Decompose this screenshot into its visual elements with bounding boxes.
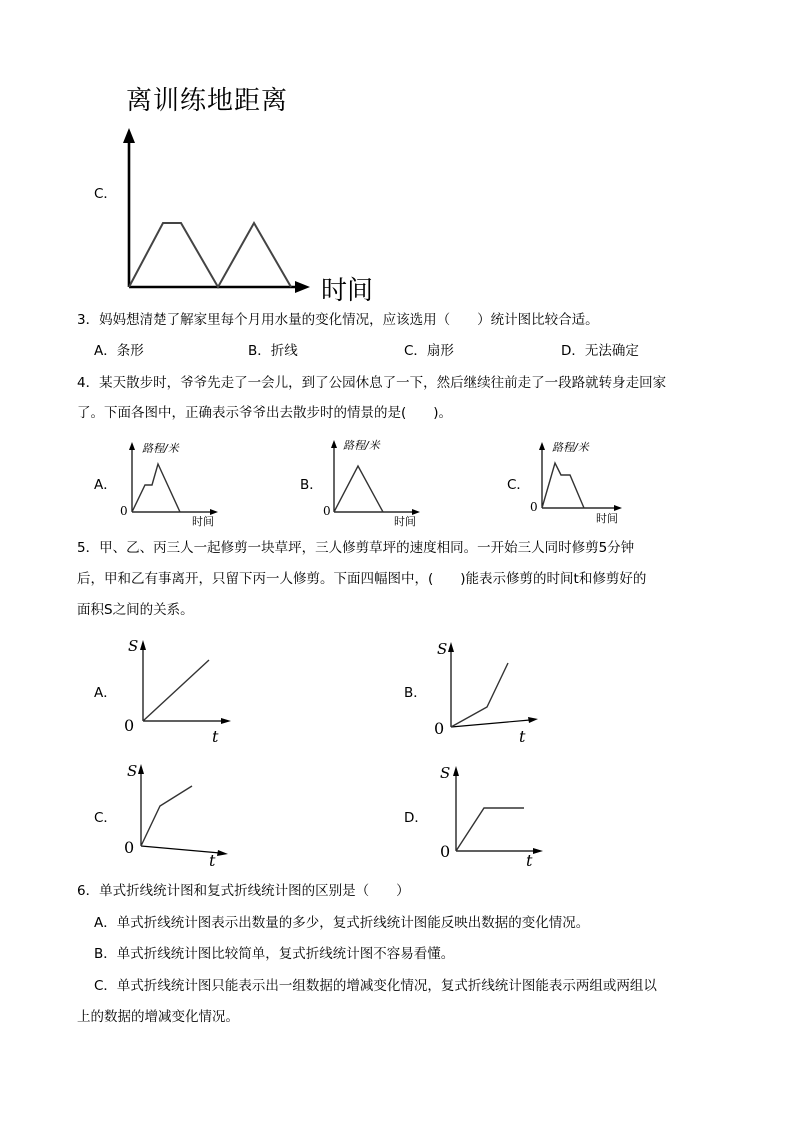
q5c-origin: 0 — [124, 838, 135, 857]
q6-option-b[interactable]: B．单式折线统计图比较简单，复式折线统计图不容易看懂。 — [94, 946, 455, 962]
q5-option-a-label[interactable]: A． — [94, 685, 117, 701]
q5a-origin: 0 — [124, 716, 135, 735]
q4-stem-line2: 了。下面各图中，正确表示爷爷出去散步时的情景的是( )。 — [77, 405, 453, 421]
q6-option-c-line2: 上的数据的增减变化情况。 — [77, 1009, 239, 1025]
q4c-ylabel: 路程/米 — [552, 441, 589, 454]
q5-stem-line2: 后，甲和乙有事离开，只留下丙一人修剪。下面四幅图中，( )能表示修剪的时间t和修剪好的 — [77, 571, 647, 587]
q2-graph-ylabel: 离训练地距离 — [126, 86, 289, 116]
q4b-ylabel: 路程/米 — [343, 439, 380, 452]
q5-stem-line1: 5．甲、乙、丙三人一起修剪一块草坪，三人修剪草坪的速度相同。一开始三人同时修剪5分钟 — [77, 540, 635, 556]
q5d-y-label: S — [440, 764, 451, 782]
q4a-xlabel: 时间 — [192, 515, 214, 528]
q5c-y-label: S — [127, 762, 138, 780]
q2-option-c-label[interactable]: C． — [94, 186, 117, 202]
q3-option-d[interactable]: D．无法确定 — [561, 343, 639, 359]
q4c-origin: 0 — [530, 500, 538, 514]
q5a-y-label: S — [128, 637, 139, 655]
q5b-origin: 0 — [434, 719, 445, 738]
q5-option-b-label[interactable]: B． — [404, 685, 427, 701]
q4-option-b-label[interactable]: B． — [300, 477, 323, 493]
q5b-y-label: S — [437, 640, 448, 658]
q3-option-b[interactable]: B．折线 — [248, 343, 298, 359]
q4c-xlabel: 时间 — [596, 512, 618, 525]
q4a-ylabel: 路程/米 — [142, 442, 179, 455]
q5c-x-label: t — [209, 851, 216, 870]
q5-stem-line3: 面积S之间的关系。 — [77, 602, 194, 618]
q6-option-a[interactable]: A．单式折线统计图表示出数量的多少，复式折线统计图能反映出数据的变化情况。 — [94, 915, 590, 931]
q4b-xlabel: 时间 — [394, 515, 416, 528]
q3-option-c[interactable]: C．扇形 — [404, 343, 454, 359]
q4-stem-line1: 4．某天散步时，爷爷先走了一会儿，到了公园休息了一下，然后继续往前走了一段路就转身走回家 — [77, 375, 667, 391]
q6-option-c[interactable]: C．单式折线统计图只能表示出一组数据的增减变化情况，复式折线统计图能表示两组或两组以 — [94, 978, 657, 994]
q5a-x-label: t — [212, 727, 219, 746]
q5-option-c-label[interactable]: C． — [94, 810, 117, 826]
q4-option-a-label[interactable]: A． — [94, 477, 117, 493]
q3-option-a[interactable]: A．条形 — [94, 343, 144, 359]
q2-graph-xlabel: 时间 — [321, 276, 374, 306]
q5-option-d-label[interactable]: D． — [404, 810, 428, 826]
q3-stem: 3．妈妈想清楚了解家里每个月用水量的变化情况，应该选用（ ）统计图比较合适。 — [77, 312, 599, 328]
q5b-x-label: t — [519, 727, 526, 746]
q5d-origin: 0 — [440, 842, 451, 861]
q6-stem: 6．单式折线统计图和复式折线统计图的区别是（ ） — [77, 883, 410, 899]
q4-option-c-label[interactable]: C． — [507, 477, 530, 493]
q4b-origin: 0 — [323, 504, 331, 518]
q4a-origin: 0 — [120, 504, 128, 518]
q5d-x-label: t — [526, 851, 533, 870]
